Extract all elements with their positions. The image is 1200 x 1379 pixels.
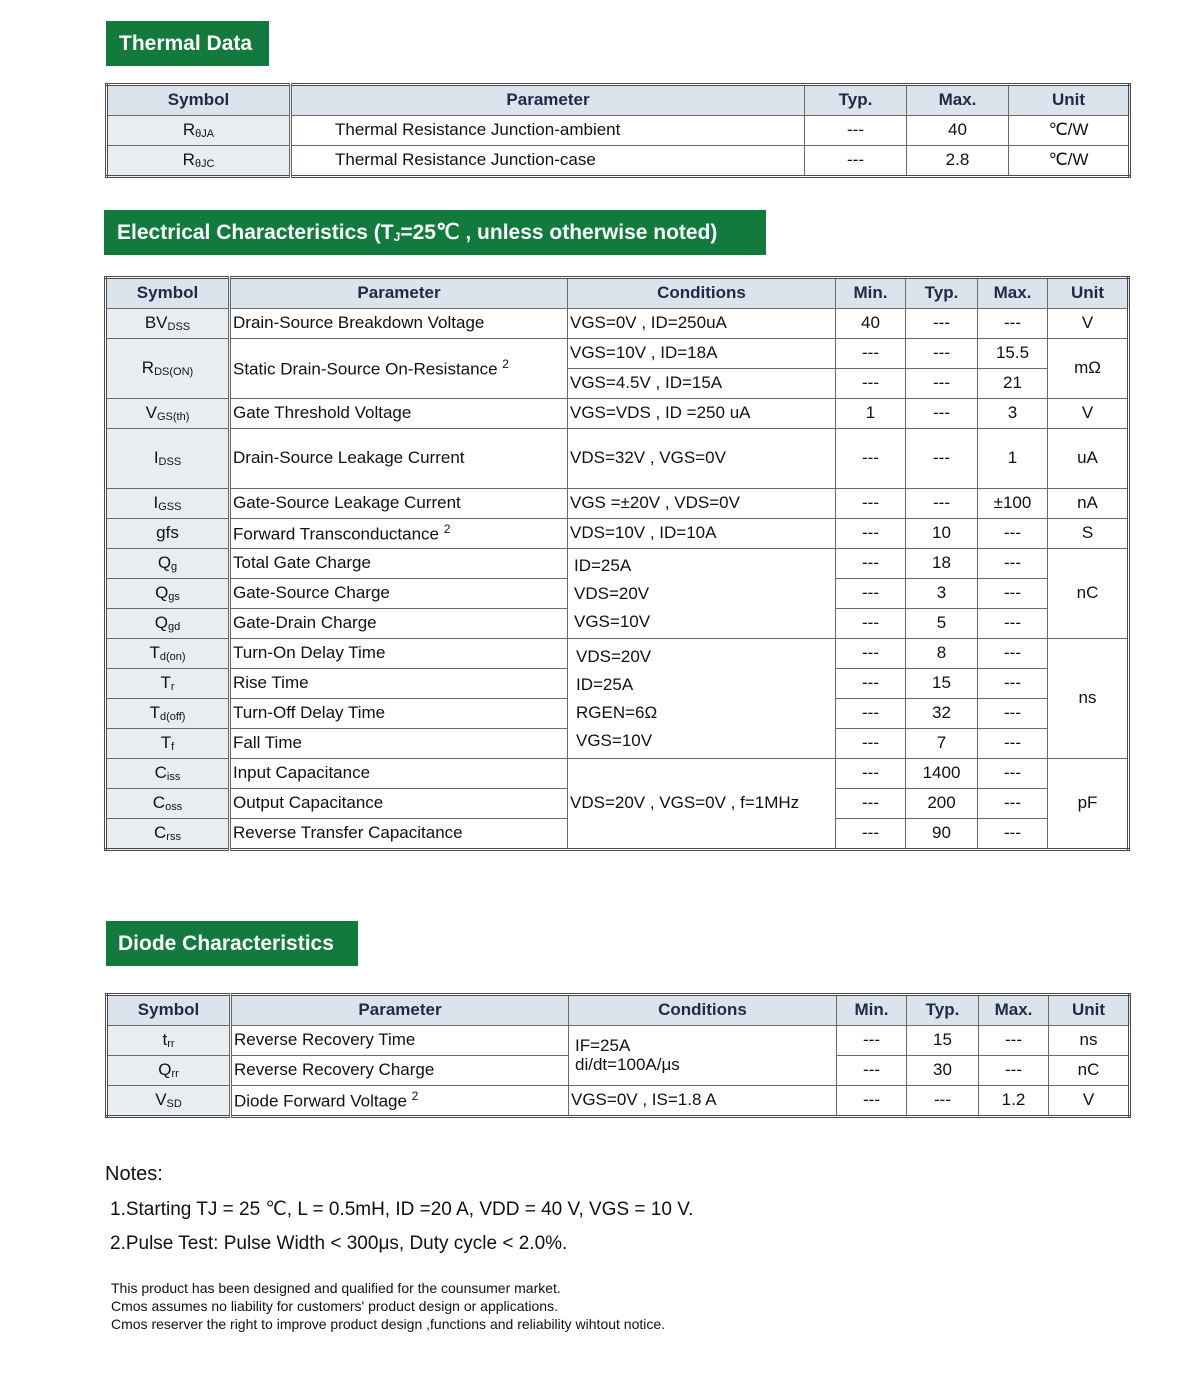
symbol-cell: $T_f$ [106,729,230,759]
parameter-cell: Gate-Source Charge [230,579,568,609]
parameter-cell: Total Gate Charge [230,549,568,579]
col-max: Max. [978,278,1048,309]
table-row [106,399,1129,429]
col-symbol: Symbol [107,85,291,116]
max-cell: --- [979,1056,1049,1086]
table-row [106,489,1129,519]
symbol-cell: $I_{GSS}$ [106,489,230,519]
max-cell: --- [978,639,1048,669]
unit-cell: ns [1049,1026,1130,1056]
disclaimer-line-1: This product has been designed and qualified for the counsumer market. [111,1280,561,1296]
diode-title: Diode Characteristics [118,931,334,955]
conditions-cell: IF=25A di/dt=100A/μs [569,1026,837,1086]
max-cell: 1 [978,429,1048,489]
electrical-heading [104,210,766,255]
min-cell: --- [836,369,906,399]
col-min: Min. [837,995,907,1026]
col-symbol: Symbol [107,995,231,1026]
table-row [106,339,1129,369]
symbol-cell: $Q_g$ [106,549,230,579]
disclaimer-line-3: Cmos reserver the right to improve product design ,functions and reliability wihtout notice. [111,1316,666,1332]
table-row [106,549,1129,579]
parameter-cell: Diode Forward Voltage $^2$ [231,1086,569,1117]
typ-cell: 90 [906,819,978,850]
col-parameter: Parameter [291,85,805,116]
max-cell: --- [979,1026,1049,1056]
parameter-cell: Reverse Recovery Charge [231,1056,569,1086]
table-row [106,429,1129,489]
max-cell: 2.8 [907,146,1009,177]
thermal-table [105,83,1131,178]
disclaimer-line-2: Cmos assumes no liability for customers' product design or applications. [111,1298,558,1314]
min-cell: --- [836,819,906,850]
typ-cell: 1400 [906,759,978,789]
parameter-cell: Output Capacitance [230,789,568,819]
symbol-cell: $I_{DSS}$ [106,429,230,489]
max-cell: --- [978,549,1048,579]
col-conditions: Conditions [569,995,837,1026]
col-typ: Typ. [805,85,907,116]
electrical-table [104,276,1130,851]
col-typ: Typ. [906,278,978,309]
max-cell: --- [978,729,1048,759]
parameter-cell: Static Drain-Source On-Resistance $^2$ [230,339,568,399]
unit-cell: mΩ [1048,339,1129,399]
max-cell: --- [978,819,1048,850]
max-cell: --- [978,609,1048,639]
typ-cell: 32 [906,699,978,729]
min-cell: --- [836,609,906,639]
max-cell: 1.2 [979,1086,1049,1117]
table-row [107,1086,1130,1117]
typ-cell: 200 [906,789,978,819]
max-cell: --- [978,309,1048,339]
col-conditions: Conditions [568,278,836,309]
col-max: Max. [979,995,1049,1026]
col-unit: Unit [1048,278,1129,309]
symbol-cell: gfs [106,519,230,549]
typ-cell: 8 [906,639,978,669]
parameter-cell: Gate Threshold Voltage [230,399,568,429]
diode-header-row [107,995,1130,1026]
symbol-cell: $T_r$ [106,669,230,699]
typ-cell: --- [906,339,978,369]
symbol-cell: $BV_{DSS}$ [106,309,230,339]
symbol-cell: $T_{d(on)}$ [106,639,230,669]
typ-cell: 3 [906,579,978,609]
max-cell: --- [978,519,1048,549]
notes-title: Notes: [105,1163,163,1185]
min-cell: --- [836,519,906,549]
typ-cell: 30 [907,1056,979,1086]
typ-cell: 15 [906,669,978,699]
typ-cell: --- [907,1086,979,1117]
table-row [106,309,1129,339]
max-cell: --- [978,699,1048,729]
parameter-cell: Turn-On Delay Time [230,639,568,669]
unit-cell: V [1048,399,1129,429]
col-parameter: Parameter [231,995,569,1026]
parameter-cell: Forward Transconductance $^2$ [230,519,568,549]
col-min: Min. [836,278,906,309]
parameter-cell: Drain-Source Breakdown Voltage [230,309,568,339]
diode-table [105,993,1131,1118]
min-cell: --- [836,699,906,729]
table-row [106,639,1129,669]
min-cell: --- [836,729,906,759]
min-cell: --- [836,429,906,489]
unit-cell: ℃/W [1009,116,1130,146]
symbol-cell: $V_{GS(th)}$ [106,399,230,429]
min-cell: --- [837,1056,907,1086]
unit-cell: S [1048,519,1129,549]
conditions-cell: VGS=10V , ID=18A [568,339,836,369]
min-cell: --- [837,1026,907,1056]
table-row [106,759,1129,789]
max-cell: 21 [978,369,1048,399]
parameter-cell: Turn-Off Delay Time [230,699,568,729]
conditions-cell: VGS=VDS , ID =250 uA [568,399,836,429]
table-row [106,519,1129,549]
min-cell: --- [836,579,906,609]
thermal-header-row [107,85,1130,116]
min-cell: --- [836,789,906,819]
typ-cell: 15 [907,1026,979,1056]
max-cell: --- [978,669,1048,699]
symbol-cell: $Q_{gd}$ [106,609,230,639]
symbol-cell: $R_{DS(ON)}$ [106,339,230,399]
min-cell: --- [836,339,906,369]
parameter-cell: Thermal Resistance Junction-ambient [291,116,805,146]
unit-cell: ℃/W [1009,146,1130,177]
min-cell: --- [836,639,906,669]
typ-cell: 7 [906,729,978,759]
max-cell: 40 [907,116,1009,146]
max-cell: ±100 [978,489,1048,519]
typ-cell: 10 [906,519,978,549]
typ-cell: --- [906,309,978,339]
parameter-cell: Reverse Transfer Capacitance [230,819,568,850]
conditions-cell: VDS=20V , VGS=0V , f=1MHz [568,759,836,850]
symbol-cell: $Q_{gs}$ [106,579,230,609]
conditions-cell: VGS=0V , IS=1.8 A [569,1086,837,1117]
unit-cell: V [1049,1086,1130,1117]
typ-cell: --- [906,399,978,429]
thermal-data-title: Thermal Data [119,31,253,55]
typ-cell: --- [906,369,978,399]
min-cell: --- [836,759,906,789]
col-symbol: Symbol [106,278,230,309]
typ-cell: --- [805,116,907,146]
symbol-cell: $R_{\theta JA}$ [107,116,291,146]
parameter-cell: Gate-Drain Charge [230,609,568,639]
thermal-data-heading [106,21,269,66]
conditions-cell: VDS=10V , ID=10A [568,519,836,549]
unit-cell: ns [1048,639,1129,759]
electrical-title: Electrical Characteristics ($T_J=25℃$ , unless otherwise noted) [117,221,718,244]
diode-heading [106,921,358,966]
parameter-cell: Reverse Recovery Time [231,1026,569,1056]
col-unit: Unit [1049,995,1130,1026]
max-cell: --- [978,579,1048,609]
conditions-cell: VDS=20V ID=25A RGEN=6Ω VGS=10V [568,639,836,759]
table-row [107,116,1130,146]
symbol-cell: $R_{\theta JC}$ [107,146,291,177]
min-cell: --- [836,549,906,579]
symbol-cell: $Q_{rr}$ [107,1056,231,1086]
conditions-cell: VGS=0V , ID=250uA [568,309,836,339]
col-parameter: Parameter [230,278,568,309]
unit-cell: nC [1048,549,1129,639]
typ-cell: --- [805,146,907,177]
min-cell: --- [837,1086,907,1117]
min-cell: --- [836,489,906,519]
table-row [107,146,1130,177]
min-cell: 1 [836,399,906,429]
col-unit: Unit [1009,85,1130,116]
conditions-cell: ID=25A VDS=20V VGS=10V [568,549,836,639]
max-cell: --- [978,789,1048,819]
note-1: 1.Starting TJ = 25 ℃, L = 0.5mH, ID =20 A, VDD = 40 V, VGS = 10 V. [110,1199,694,1220]
max-cell: 3 [978,399,1048,429]
symbol-cell: $C_{oss}$ [106,789,230,819]
table-row [107,1026,1130,1056]
parameter-cell: Gate-Source Leakage Current [230,489,568,519]
parameter-cell: Rise Time [230,669,568,699]
conditions-cell: VGS=4.5V , ID=15A [568,369,836,399]
conditions-cell: VGS =±20V , VDS=0V [568,489,836,519]
typ-cell: 5 [906,609,978,639]
conditions-cell: VDS=32V , VGS=0V [568,429,836,489]
parameter-cell: Thermal Resistance Junction-case [291,146,805,177]
unit-cell: pF [1048,759,1129,850]
unit-cell: uA [1048,429,1129,489]
parameter-cell: Fall Time [230,729,568,759]
symbol-cell: $T_{d(off)}$ [106,699,230,729]
col-typ: Typ. [907,995,979,1026]
typ-cell: --- [906,429,978,489]
min-cell: --- [836,669,906,699]
note-2: 2.Pulse Test: Pulse Width < 300μs, Duty cycle < 2.0%. [110,1233,568,1254]
typ-cell: --- [906,489,978,519]
max-cell: 15.5 [978,339,1048,369]
symbol-cell: $V_{SD}$ [107,1086,231,1117]
symbol-cell: $t_{rr}$ [107,1026,231,1056]
parameter-cell: Input Capacitance [230,759,568,789]
parameter-cell: Drain-Source Leakage Current [230,429,568,489]
typ-cell: 18 [906,549,978,579]
electrical-header-row [106,278,1129,309]
symbol-cell: $C_{iss}$ [106,759,230,789]
col-max: Max. [907,85,1009,116]
unit-cell: nA [1048,489,1129,519]
unit-cell: V [1048,309,1129,339]
min-cell: 40 [836,309,906,339]
max-cell: --- [978,759,1048,789]
symbol-cell: $C_{rss}$ [106,819,230,850]
unit-cell: nC [1049,1056,1130,1086]
